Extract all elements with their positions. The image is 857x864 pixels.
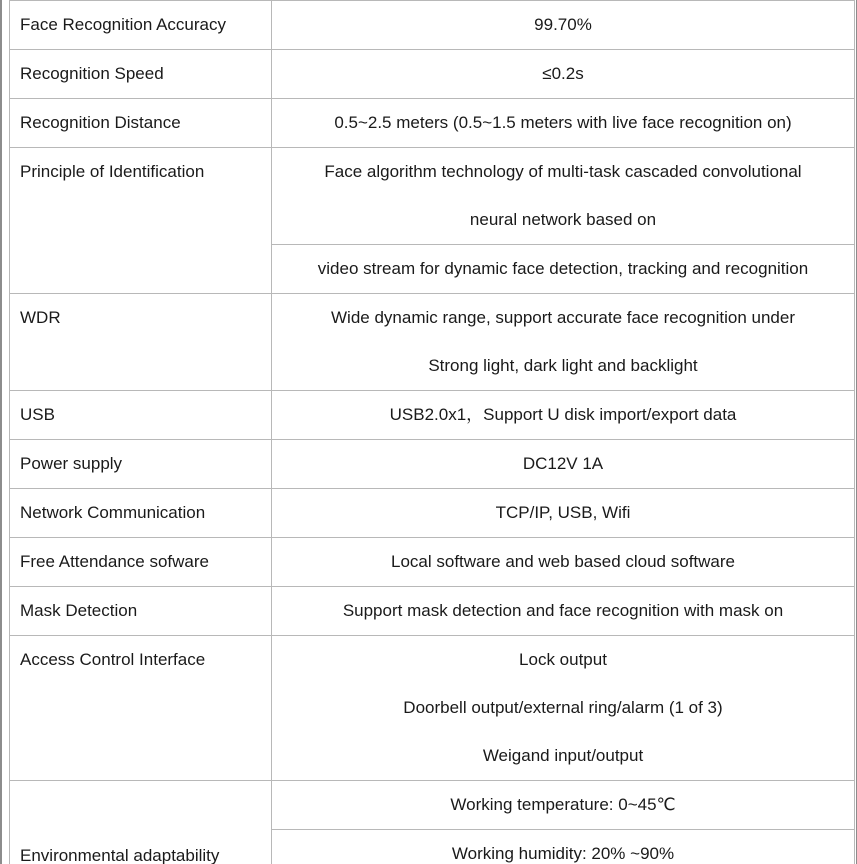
spec-label: Principle of Identification	[10, 148, 272, 294]
table-row	[10, 99, 855, 148]
spec-label: Access Control Interface	[10, 636, 272, 781]
table-row	[10, 294, 855, 391]
spec-value	[272, 636, 855, 781]
spec-value-line: TCP/IP, USB, Wifi	[495, 503, 631, 522]
spec-value	[272, 830, 855, 864]
spec-value	[272, 489, 855, 538]
spec-label	[10, 781, 272, 864]
spec-value-line: Lock output	[519, 650, 607, 669]
spec-label: Mask Detection	[10, 587, 272, 636]
spec-label: Recognition Distance	[10, 99, 272, 148]
table-row	[10, 538, 855, 587]
spec-value-line: Weigand input/output	[482, 746, 644, 765]
table-row	[10, 148, 855, 245]
spec-value-line: DC12V 1A	[522, 454, 604, 473]
spec-label: Recognition Speed	[10, 50, 272, 99]
spec-value-line: USB2.0x1，Support U disk import/export data	[389, 405, 737, 424]
spec-value-line: neural network based on	[469, 210, 657, 229]
spec-value	[272, 440, 855, 489]
spec-label: Power supply	[10, 440, 272, 489]
spec-value	[272, 50, 855, 99]
spec-label: USB	[10, 391, 272, 440]
spec-label: Network Communication	[10, 489, 272, 538]
table-row	[10, 1, 855, 50]
spec-value	[272, 148, 855, 245]
spec-value	[272, 1, 855, 50]
spec-value	[272, 294, 855, 391]
left-border	[0, 0, 2, 864]
spec-value-line: Working temperature: 0~45℃	[450, 795, 676, 814]
spec-value-line: Support mask detection and face recognition with mask on	[342, 601, 784, 620]
spec-value-line: video stream for dynamic face detection, tracking and recognition	[317, 259, 809, 278]
spec-value-line: ≤0.2s	[542, 64, 584, 83]
spec-value-line: Strong light, dark light and backlight	[428, 356, 698, 375]
spec-value-line: Working humidity: 20% ~90%	[451, 844, 675, 863]
table-row	[10, 391, 855, 440]
spec-value-line: Wide dynamic range, support accurate face recognition under	[331, 308, 795, 327]
spec-value	[272, 99, 855, 148]
table-row	[10, 587, 855, 636]
spec-label: Free Attendance sofware	[10, 538, 272, 587]
spec-value	[272, 538, 855, 587]
spec-label: WDR	[10, 294, 272, 391]
spec-value	[272, 245, 855, 294]
spec-label-text: Environmental adaptability	[20, 846, 220, 864]
spec-value	[272, 587, 855, 636]
table-row	[10, 50, 855, 99]
table-row	[10, 440, 855, 489]
spec-value-line: 0.5~2.5 meters (0.5~1.5 meters with live face recognition on)	[334, 113, 792, 132]
table-row	[10, 489, 855, 538]
spec-value-line: Face algorithm technology of multi-task cascaded convolutional	[324, 162, 802, 181]
table-row	[10, 781, 855, 830]
spec-value	[272, 391, 855, 440]
spec-value	[272, 781, 855, 830]
table-row	[10, 636, 855, 781]
spec-value-line: Doorbell output/external ring/alarm (1 of 3)	[403, 698, 723, 717]
spec-label: Face Recognition Accuracy	[10, 1, 272, 50]
spec-value-line: Local software and web based cloud software	[391, 552, 735, 571]
spec-value-line: 99.70%	[534, 15, 592, 34]
specification-table	[9, 0, 855, 864]
